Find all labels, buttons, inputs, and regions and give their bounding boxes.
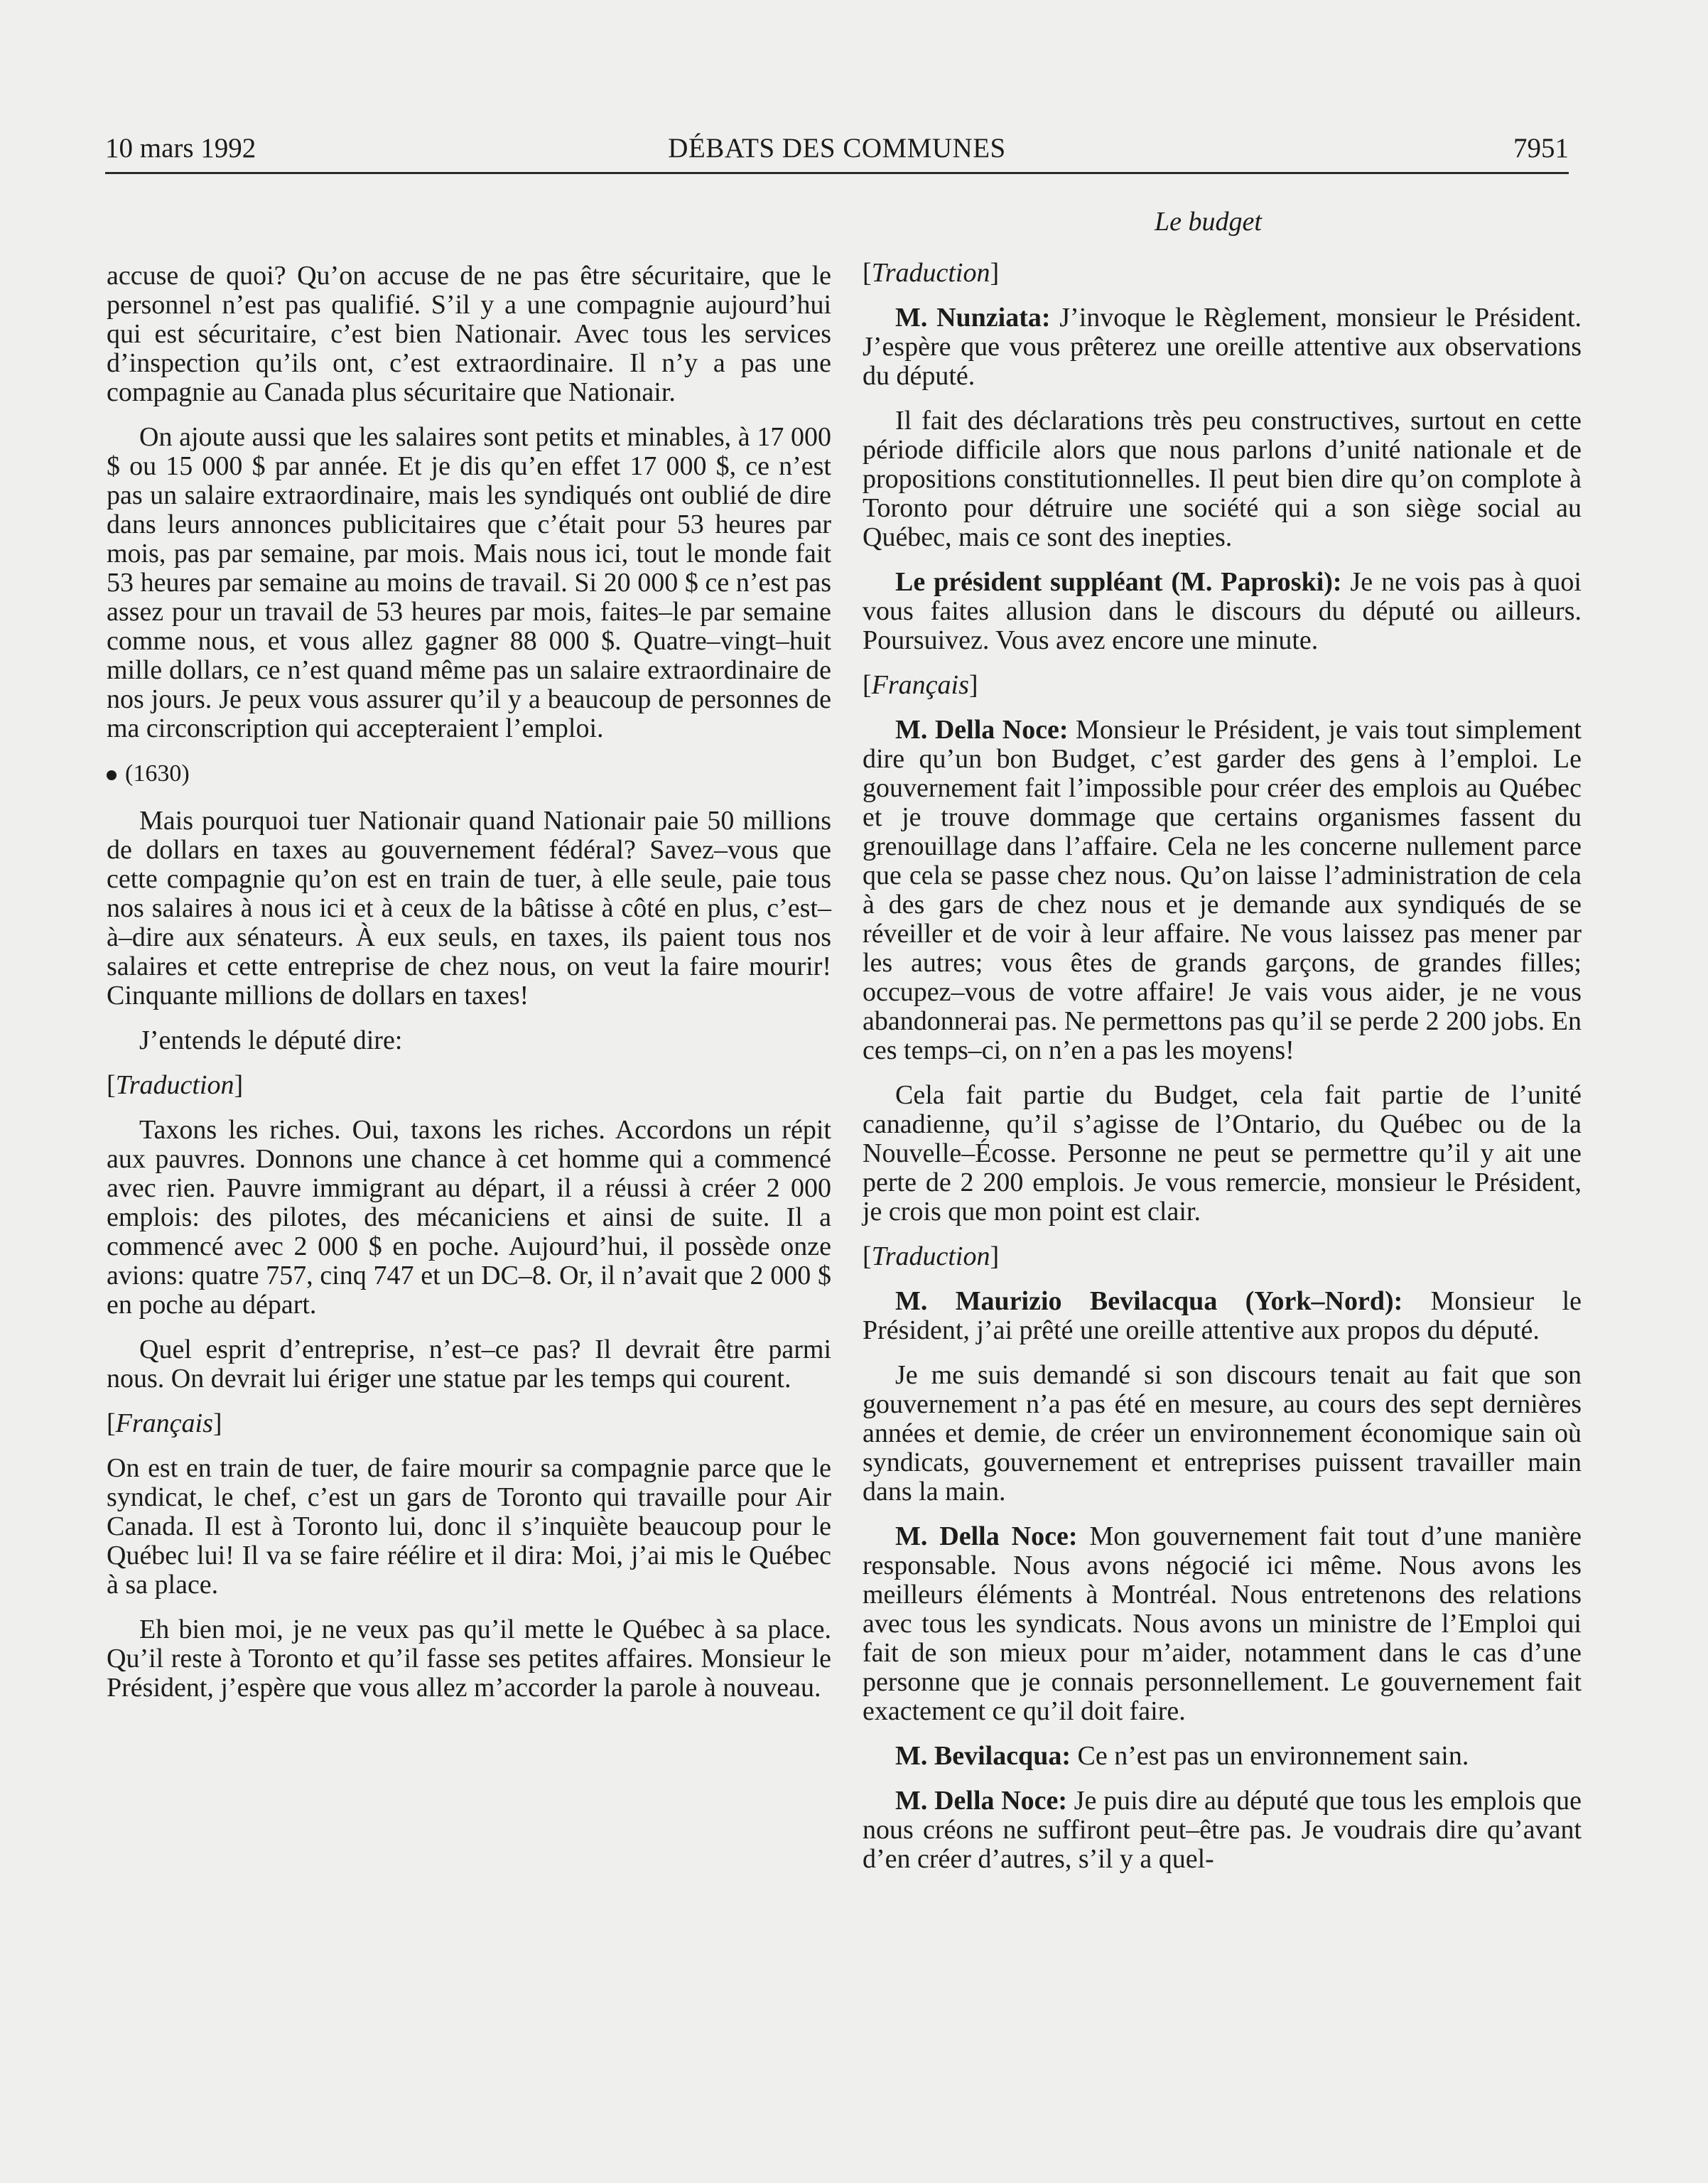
paragraph: Quel esprit d’entreprise, n’est–ce pas? Il devrait être parmi nous. On devrait lui ériger une statue par les temps qui courent. — [107, 1335, 831, 1394]
paragraph: Je me suis demandé si son discours tenait au fait que son gouvernement n’a pas été en mesure, au cours des sept dernières années et demie, de créer un environnement économique sain où syndicats, gouvernement et entreprises puissent travailler main dans la main. — [863, 1360, 1582, 1506]
language-marker: [ Traduction ] — [863, 259, 1582, 288]
speech-paragraph — [863, 1786, 1582, 1874]
section-title: Le budget — [1155, 207, 1262, 237]
paragraph: J’entends le député dire: — [139, 1025, 403, 1055]
speaker-name: M. Maurizio Bevilacqua (York–Nord): — [895, 1286, 1403, 1316]
speech-paragraph — [863, 716, 1582, 1065]
paragraph: Taxons les riches. Oui, taxons les riches. Accordons un répit aux pauvres. Donnons une chance à cet homme qui a commencé avec rien. Pauvre immigrant au départ, il a réussi à créer 2 000 emplois: des pilotes, des mécaniciens et ainsi de suite. Il a commencé avec 2 000 $ en poche. Aujourd’hui, il possède onze avions: quatre 757, cinq 747 et un DC–8. Or, il n’avait que 2 000 $ en poche au départ. — [107, 1115, 831, 1320]
paragraph: Cela fait partie du Budget, cela fait partie de l’unité canadienne, qu’il s’agisse de l’Ontario, du Québec ou de la Nouvelle–Écosse. Personne ne peut se permettre qu’il y ait une perte de 2 200 emplois. Je vous remercie, monsieur le Président, je crois que mon point est clair. — [863, 1080, 1582, 1227]
paragraph: accuse de quoi? Qu’on accuse de ne pas être sécuritaire, que le personnel n’est pas qualifié. S’il y a une compagnie aujourd’hui qui est sécuritaire, c’est bien Nationair. Avec tous les services d’inspection qu’ils ont, c’est extraordinaire. Il n’y a pas une compagnie au Canada plus sécuritaire que Nationair. — [107, 261, 831, 407]
speaker-name: M. Bevilacqua: — [895, 1741, 1071, 1771]
speech-text: Je ne vois pas à quoi vous faites allusion dans le discours du député ou ailleurs. Poursuivez. Vous avez encore une minute. — [863, 567, 1582, 655]
header-rule — [105, 172, 1569, 174]
speaker-name: M. Della Noce: — [895, 1786, 1068, 1816]
timestamp-text: (1630) — [125, 760, 190, 787]
paragraph: Il fait des déclarations très peu constructives, surtout en cette période difficile alors que nous parlons d’unité nationale et de propositions constitutionnelles. Il peut bien dire qu’on complote à Toronto pour détruire une société qui a son siège social au Québec, mais ce sont des inepties. — [863, 406, 1582, 552]
speech-text: Ce n’est pas un environnement sain. — [1070, 1741, 1469, 1771]
speaker-name: Le président suppléant (M. Paproski): — [895, 567, 1342, 597]
language-marker: [ Français ] — [107, 1409, 831, 1438]
speaker-name: M. Della Noce: — [895, 1521, 1078, 1551]
timestamp-marker — [107, 759, 831, 788]
bullet-icon — [107, 770, 117, 780]
speaker-name: M. Nunziata: — [895, 303, 1051, 333]
speech-text: J’invoque le Règlement, monsieur le Président. J’espère que vous prêterez une oreille attentive aux observations du député. — [863, 303, 1582, 391]
speech-paragraph — [863, 1742, 1582, 1771]
paragraph: On ajoute aussi que les salaires sont petits et minables, à 17 000 $ ou 15 000 $ par année. Et je dis qu’en effet 17 000 $, ce n’est pas un salaire extraordinaire, mais les syndiqués ont oublié de dire dans leurs annonces publicitaires que c’était pour 53 heures par mois, pas par semaine, par mois. Mais nous ici, tout le monde fait 53 heures par semaine au moins de travail. Si 20 000 $ ce n’est pas assez pour un travail de 53 heures par mois, faites–le par semaine comme nous, et vous allez gagner 88 000 $. Quatre–vingt–huit mille dollars, ce n’est quand même pas un salaire extraordinaire de nos jours. Je peux vous assurer qu’il y a beaucoup de personnes de ma circonscription qui accepteraient l’emploi. — [107, 422, 831, 743]
speech-paragraph — [863, 1287, 1582, 1345]
speech-paragraph — [863, 568, 1582, 655]
language-marker: [ Traduction ] — [863, 1242, 1582, 1271]
speech-paragraph — [863, 1522, 1582, 1726]
paragraph: Mais pourquoi tuer Nationair quand Nationair paie 50 millions de dollars en taxes au gouvernement fédéral? Savez–vous que cette compagnie qu’on est en train de tuer, à elle seule, paie tous nos salaires à nous ici et à ceux de la bâtisse à côté en plus, c’est–à–dire aux sénateurs. À eux seuls, en taxes, ils paient tous nos salaires et cette entreprise de chez nous, on veut la faire mourir! Cinquante millions de dollars en taxes! — [107, 806, 831, 1010]
language-marker: [ Français ] — [863, 671, 1582, 700]
speech-text: Monsieur le Président, j’ai prêté une oreille attentive aux propos du député. — [863, 1286, 1582, 1345]
right-column — [863, 259, 1582, 1890]
paragraph: Eh bien moi, je ne veux pas qu’il mette le Québec à sa place. Qu’il reste à Toronto et qu’il fasse ses petites affaires. Monsieur le Président, j’espère que vous allez m’accorder la parole à nouveau. — [107, 1615, 831, 1703]
speech-text: Monsieur le Président, je vais tout simplement dire qu’un bon Budget, c’est garder des gens à l’emploi. Le gouvernement fait l’impossible pour créer des emplois au Québec et je trouve dommage que certains organismes fassent du grenouillage dans l’affaire. Cela ne les concerne nullement parce que cela se passe chez nous. Qu’on laisse l’administration de cela à des gars de chez nous et je demande aux syndiqués de se réveiller et de voir à leur affaire. Ne vous laissez pas mener par les autres; vous êtes de grands garçons, de grandes filles; occupez–vous de votre affaire! Je vais vous aider, je ne vous abandonnerai pas. Ne permettons pas qu’il se perde 2 200 jobs. En ces temps–ci, on n’en a pas les moyens! — [863, 715, 1582, 1065]
speech-text: Mon gouvernement fait tout d’une manière responsable. Nous avons négocié ici même. Nous avons les meilleurs éléments à Montréal. Nous entretenons des relations avec tous les syndicats. Nous avons un ministre de l’Emploi qui fait de son mieux pour m’aider, notamment dans le cas d’une personne que je connais personnellement. Le gouvernement fait exactement ce qu’il doit faire. — [863, 1521, 1582, 1726]
page-header — [105, 132, 1569, 172]
page-number: 7951 — [1513, 133, 1569, 163]
paragraph: On est en train de tuer, de faire mourir sa compagnie parce que le syndicat, le chef, c’est un gars de Toronto qui travaille pour Air Canada. Il est à Toronto lui, donc il s’inquiète beaucoup pour le Québec lui! Il va se faire réélire et il dira: Moi, j’ai mis le Québec à sa place. — [107, 1453, 831, 1600]
left-column — [107, 262, 831, 1718]
language-marker: [ Traduction ] — [107, 1071, 831, 1100]
speech-text: Je puis dire au député que tous les emplois que nous créons ne suffiront peut–être pas. Je voudrais dire qu’avant d’en créer d’autres, s’il y a quel- — [863, 1786, 1582, 1874]
header-date: 10 mars 1992 — [105, 133, 256, 163]
speech-paragraph — [863, 303, 1582, 391]
header-title: DÉBATS DES COMMUNES — [668, 133, 1006, 163]
speaker-name: M. Della Noce: — [895, 715, 1069, 745]
